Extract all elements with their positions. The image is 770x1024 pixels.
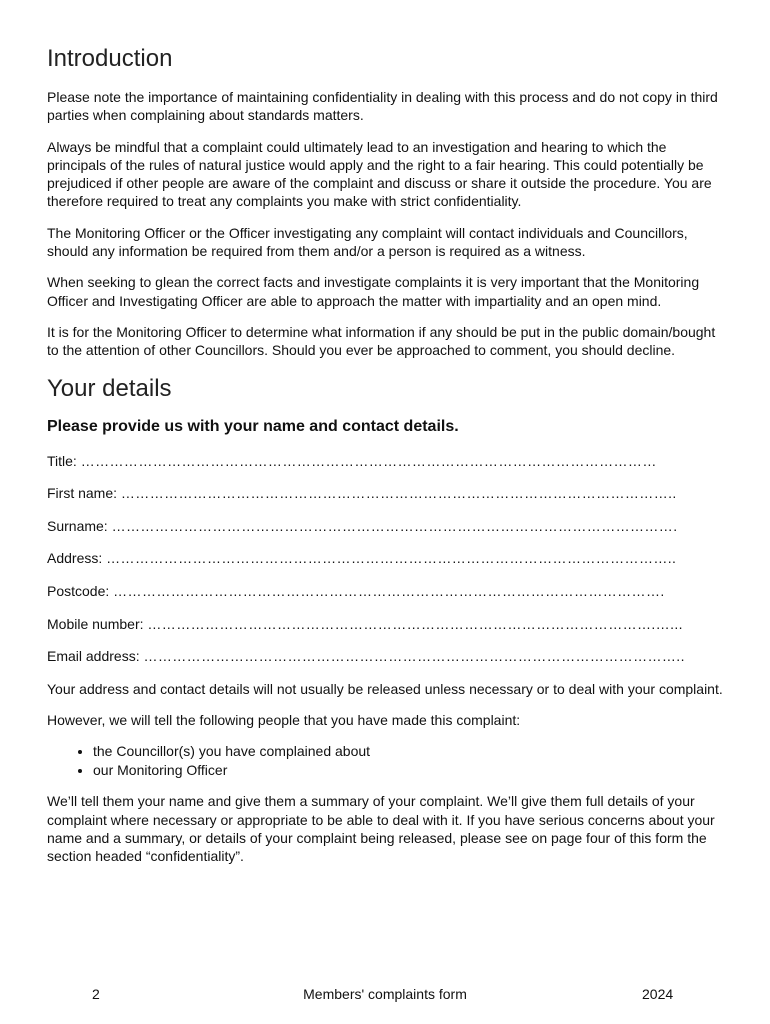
- address-field-line[interactable]: ………………………………………………………………………………………………………..: [106, 550, 677, 567]
- title-field-line[interactable]: …………………………………………………………………………………………………………: [80, 452, 657, 469]
- list-item: • the Councillor(s) you have complained about: [93, 742, 727, 761]
- list-item: • our Monitoring Officer: [93, 761, 727, 780]
- release-note: Your address and contact details will not usually be released unless necessary or to deal with your complaint.: [47, 680, 723, 697]
- tell-list: [47, 742, 727, 780]
- intro-paragraph-2: Always be mindful that a complaint could ultimately lead to an investigation and hearing to which the principals of the rules of natural justice would apply and the right to a fair hearing. This could potentially be prejudiced if other people are aware of the complaint and discuss or share it outside the procedure. You are therefore required to treat any complaints you make with strict confidentiality.: [47, 138, 712, 210]
- intro-paragraph-3: The Monitoring Officer or the Officer investigating any complaint will contact individuals and Councillors, should any information be required from them and/or a person is required as a witness.: [47, 224, 688, 260]
- your-details-heading: Your details: [47, 374, 172, 402]
- intro-paragraph-5: It is for the Monitoring Officer to determine what information if any should be put in the public domain/bought to the attention of other Councillors. Should you ever be approached to comment, you should decline.: [47, 323, 716, 359]
- first-name-field-line[interactable]: ……………………………………………………………………………………………………..: [120, 485, 677, 502]
- page-footer: [0, 986, 770, 1006]
- email-address-field-label: Email address:: [47, 648, 140, 665]
- postcode-field-line[interactable]: …………………………………………………………………………………………………….: [113, 582, 665, 599]
- title-field[interactable]: [47, 452, 727, 470]
- footer-title: Members' complaints form: [303, 986, 467, 1002]
- intro-paragraph-4: When seeking to glean the correct facts and investigate complaints it is very important that the Monitoring Officer and Investigating Officer are able to approach the matter with impartiality and an open mind.: [47, 274, 700, 309]
- address-field[interactable]: [47, 549, 727, 567]
- details-subheading: Please provide us with your name and contact details.: [47, 417, 459, 435]
- mobile-number-field[interactable]: [47, 615, 727, 633]
- surname-field-label: Surname:: [47, 517, 108, 534]
- postcode-field-label: Postcode:: [47, 582, 110, 599]
- surname-field[interactable]: [47, 517, 727, 535]
- intro-paragraph-1: Please note the importance of maintaining confidentiality in dealing with this process and do not copy in third parties when complaining about standards matters.: [47, 89, 718, 124]
- first-name-field-label: First name:: [47, 485, 118, 502]
- mobile-number-field-line[interactable]: …………………………………………………………………………………………….…...: [147, 615, 683, 632]
- email-address-field-line[interactable]: …………………………………………………………………………………………………..: [143, 648, 685, 665]
- title-field-label: Title:: [47, 452, 77, 469]
- surname-field-line[interactable]: ……………………………………………………………………………………………………….: [111, 517, 678, 534]
- tell-intro: However, we will tell the following people that you have made this complaint:: [47, 712, 521, 729]
- document-page: [47, 44, 727, 879]
- address-field-label: Address:: [47, 550, 103, 567]
- summary-note: We’ll tell them your name and give them a summary of your complaint. We’ll give them full details of your complaint where necessary or appropriate to be able to deal with it. If you have serious concerns about your name and a summary, or details of your complaint being released, please see on page four of this form the section headed “confidentiality”.: [47, 793, 715, 865]
- introduction-heading: Introduction: [47, 45, 173, 72]
- page-number: 2: [92, 986, 100, 1002]
- email-address-field[interactable]: [47, 647, 727, 665]
- footer-year: 2024: [642, 986, 674, 1002]
- mobile-number-field-label: Mobile number:: [47, 615, 144, 632]
- first-name-field[interactable]: [47, 484, 727, 502]
- postcode-field[interactable]: [47, 582, 727, 600]
